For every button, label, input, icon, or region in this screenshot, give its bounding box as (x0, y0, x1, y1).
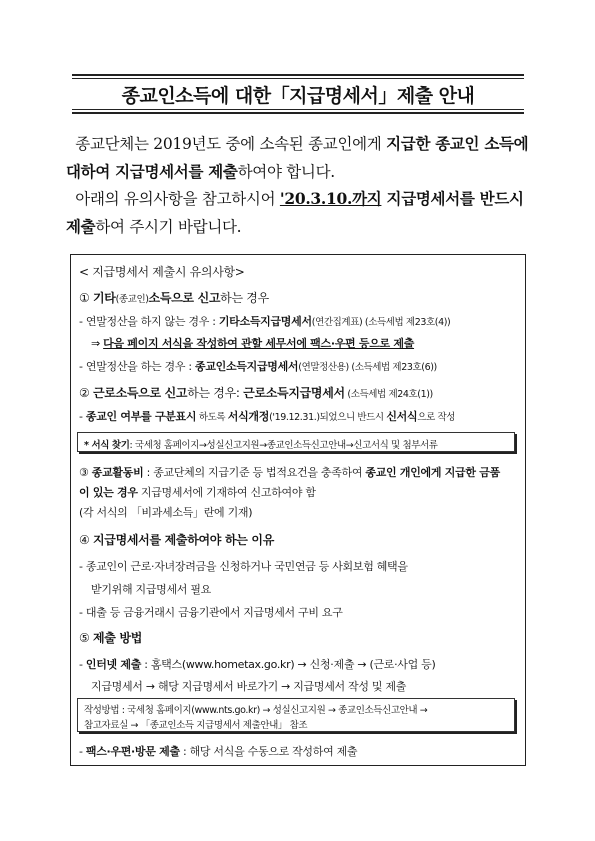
title-banner (72, 74, 524, 114)
section-1-arrow: ⇒ (91, 337, 104, 350)
section-2-heading-n2: (소득세법 제24호(1)) (344, 389, 433, 400)
section-2-line-1-g: 으로 작성 (417, 412, 456, 423)
section-1-line-1 (79, 313, 450, 329)
intro-p2-text-a: 아래의 유의사항을 참고하시어 (75, 190, 280, 208)
section-3-b1: 종교활동비 (91, 466, 144, 479)
section-5-heading-text: 제출 방법 (92, 631, 143, 645)
notice-box (70, 254, 526, 766)
section-5-line-2: 지급명세서 → 해당 지급명세서 바로가기 → 지급명세서 작성 및 제출 (91, 680, 407, 693)
section-2-line-1-a: - (79, 410, 86, 423)
section-4-number: ④ (79, 533, 90, 547)
section-2-line-1-d: 서식개정 (227, 410, 270, 423)
section-2-number: ② (79, 386, 90, 400)
section-2-line-1 (79, 408, 455, 424)
intro-paragraph-1 (66, 130, 536, 186)
how-to-box (77, 698, 515, 732)
section-5-heading (79, 629, 142, 646)
section-1-line-1-b: 기타소득지급명세서 (218, 315, 312, 328)
section-2-heading-n1: 하는 경우: (187, 386, 244, 400)
section-3-text (79, 463, 509, 523)
section-5-line-3-b: 팩스·우편·방문 제출 (85, 745, 180, 758)
section-3-number: ③ (79, 466, 89, 479)
section-5-number: ⑤ (79, 631, 90, 645)
deadline-date: '20.3.10.까지 (279, 189, 382, 208)
section-5-line-1 (79, 656, 435, 672)
section-2-line-1-c: 하도록 (196, 412, 228, 423)
section-2-heading-b2: 근로소득지급명세서 (243, 386, 345, 400)
section-4-line-3: - 대출 등 금융거래시 금융기관에서 지급명세서 구비 요구 (79, 606, 343, 619)
section-1-heading-n2: 하는 경우 (220, 291, 269, 305)
section-1-heading-b2: 소득으로 신고 (148, 291, 221, 305)
section-5-line-3-a: - (79, 745, 86, 758)
section-1-line-3-c: (연말정산용) (소득세법 제23호(6)) (298, 362, 437, 373)
section-1-heading-b1: 기타 (92, 291, 116, 305)
section-2-heading-b1: 근로소득으로 신고 (92, 386, 188, 400)
intro-paragraph-2 (66, 185, 536, 241)
find-form-text (84, 437, 438, 451)
section-3-t1: : 종교단체의 지급기준 등 법적요건을 충족하여 (143, 466, 366, 479)
intro-p2-text-c: 지급명세서를 반드시 제출 (66, 189, 524, 236)
intro-p1-text-c: 하여야 합니다. (237, 163, 335, 181)
section-2-line-1-b: 종교인 여부를 구분표시 (85, 410, 197, 423)
section-1-number: ① (79, 291, 90, 305)
section-3-b2: 종교인 개인에게 지급한 금품이 있는 경우 (79, 466, 500, 499)
section-1-line-2 (91, 335, 414, 351)
section-2-heading (79, 384, 433, 401)
section-1-line-3-b: 종교인소득지급명세서 (195, 360, 299, 373)
section-2-line-1-e: ('19.12.31.)되었으니 반드시 (269, 412, 387, 423)
how-to-line-2: 참고자료실 → 「종교인소득 지급명세서 제출안내」 참조 (84, 720, 308, 731)
section-1-line-2-b: 다음 페이지 서식을 작성하여 관할 세무서에 팩스·우편 등으로 제출 (103, 337, 415, 350)
section-2-line-1-f: 신서식 (386, 410, 418, 423)
section-4-heading-text: 지급명세서를 제출하여야 하는 이유 (92, 533, 274, 547)
section-3-t3: (각 서식의 「비과세소득」란에 기재) (79, 506, 253, 519)
find-form-box (77, 432, 515, 452)
section-5-line-1-c: : 홈택스(www.hometax.go.kr) → 신청·제출 → (근로·사업 등) (141, 658, 436, 671)
how-to-line-1: 작성방법 : 국세청 홈페이지(www.nts.go.kr) → 성실신고지원 → 종교인소득신고안내 → (84, 705, 428, 716)
section-1-heading (79, 289, 269, 306)
page-title: 종교인소득에 대한「지급명세서」제출 안내 (121, 84, 475, 107)
notice-header: < 지급명세서 제출시 유의사항> (79, 265, 245, 279)
section-1-line-1-a: - 연말정산을 하지 않는 경우 : (79, 315, 219, 328)
section-5-line-1-a: - (79, 658, 86, 671)
section-4-heading (79, 531, 274, 548)
section-1-heading-n1: (종교인) (115, 294, 149, 305)
find-form-path: : 국세청 홈페이지→성실신고지원→종교인소득신고안내→신고서식 및 첨부서류 (129, 440, 438, 451)
intro-p1-text-b: 지급한 종교인 소득에 대하여 지급명세서를 제출 (66, 134, 529, 181)
intro-p2-text-d: 하여 주시기 바랍니다. (95, 218, 242, 236)
section-5-line-3 (79, 743, 357, 759)
section-4-line-1: - 종교인이 근로·자녀장려금을 신청하거나 국민연금 등 사회보험 혜택을 (79, 560, 408, 573)
section-5-line-1-b: 인터넷 제출 (85, 658, 142, 671)
section-1-line-3 (79, 358, 437, 374)
section-3-t2: 지급명세서에 기재하여 신고하여야 함 (137, 486, 316, 499)
section-1-line-3-a: - 연말정산을 하는 경우 : (79, 360, 195, 373)
intro-p1-text-a: 종교단체는 2019년도 중에 소속된 종교인에게 (75, 135, 387, 153)
section-5-line-3-c: : 해당 서식을 수동으로 작성하여 제출 (179, 745, 358, 758)
find-form-label: * 서식 찾기 (84, 440, 130, 451)
section-1-line-1-c: (연간집계표) (소득세법 제23호(4)) (311, 317, 451, 328)
section-4-line-2: 받기위해 지급명세서 필요 (91, 583, 211, 596)
